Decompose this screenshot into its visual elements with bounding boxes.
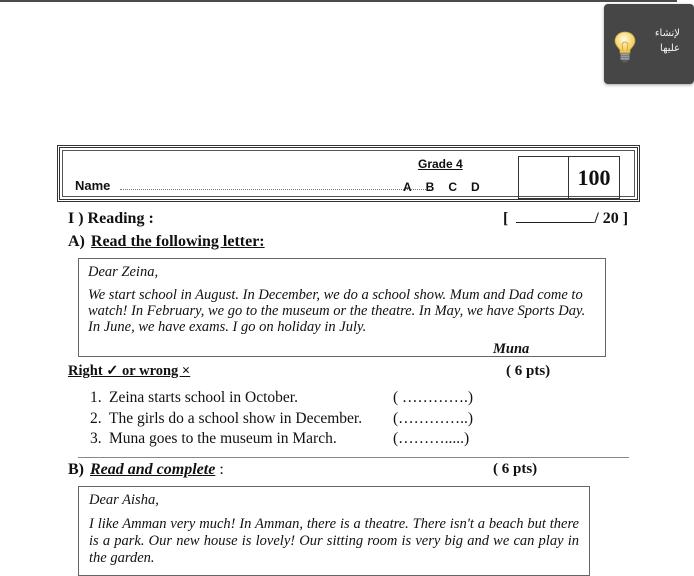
tip-popup[interactable] (604, 4, 694, 84)
score-box (518, 156, 620, 199)
question-text: Zeina starts school in October. (109, 389, 298, 406)
score-blank[interactable] (516, 222, 594, 223)
tip-line: عليها (660, 43, 680, 54)
part-b-label: B) (68, 461, 84, 478)
letter-greeting: Dear Zeina, (88, 264, 159, 280)
question-item (90, 429, 473, 450)
answer-blank[interactable]: (…………..) (393, 409, 474, 427)
grade-label: Grade 4 (418, 157, 463, 171)
part-a-label: A) (68, 233, 85, 250)
section-letter: C (448, 180, 458, 194)
exam-header-inner-border (62, 150, 635, 197)
part-a-instruction: Read the following letter: (90, 233, 265, 250)
bracket-open: [ (503, 210, 509, 227)
letter-body: We start school in August. In December, we do a school show. Mum and Dad come to watch! In February, we go to the museum or the theatre. In May, we have Sports Day. In June, we have exams. I go on holiday in July. (88, 287, 586, 335)
window-top-border (0, 0, 677, 2)
question-list (90, 388, 473, 450)
section-divider (78, 457, 629, 458)
score-max: / 20 ] (594, 210, 629, 227)
letter-greeting: Dear Aisha, (89, 492, 159, 508)
question-number: 2. (90, 409, 102, 427)
part-b-instruction: Read and complete (90, 461, 216, 478)
section-list (403, 180, 480, 194)
letter-box (78, 258, 606, 357)
letter-body: I like Amman very much! In Amman, there is a theatre. There isn't a beach but there is a park. Our new house is lovely! Our sitting room is very big and we can play in the garden. (89, 516, 579, 566)
question-item (90, 409, 473, 430)
part-b-heading (68, 461, 224, 479)
part-b-colon: : (219, 461, 224, 478)
part-a-heading (68, 233, 265, 251)
reading-title: I ) Reading : (68, 210, 154, 227)
section-letter: A (403, 180, 412, 194)
exam-header-box (57, 145, 640, 202)
question-text: The girls do a school show in December. (109, 409, 363, 427)
total-score: 100 (577, 164, 611, 190)
reading-score (503, 210, 628, 228)
part-b-points: ( 6 pts) (493, 461, 538, 477)
score-input-cell[interactable] (519, 157, 569, 198)
right-wrong-heading: Right ✓ or wrong × (68, 363, 191, 379)
question-item (90, 388, 473, 409)
question-number: 1. (90, 389, 102, 406)
tip-text (640, 26, 680, 56)
section-letter: B (425, 180, 435, 194)
answer-blank[interactable]: ( ………….) (393, 389, 474, 406)
tip-line: لإنشاء (654, 28, 680, 39)
section-letter: D (471, 180, 480, 194)
question-text: Muna goes to the museum in March. (109, 430, 337, 447)
letter-box-2 (78, 486, 590, 576)
name-label: Name (75, 178, 111, 193)
lightbulb-icon (612, 30, 638, 64)
answer-blank[interactable]: (……….....) (393, 430, 470, 447)
question-number: 3. (90, 430, 102, 447)
letter-signature: Muna (493, 341, 530, 357)
right-wrong-points: ( 6 pts) (506, 363, 551, 379)
name-field[interactable] (120, 189, 430, 190)
